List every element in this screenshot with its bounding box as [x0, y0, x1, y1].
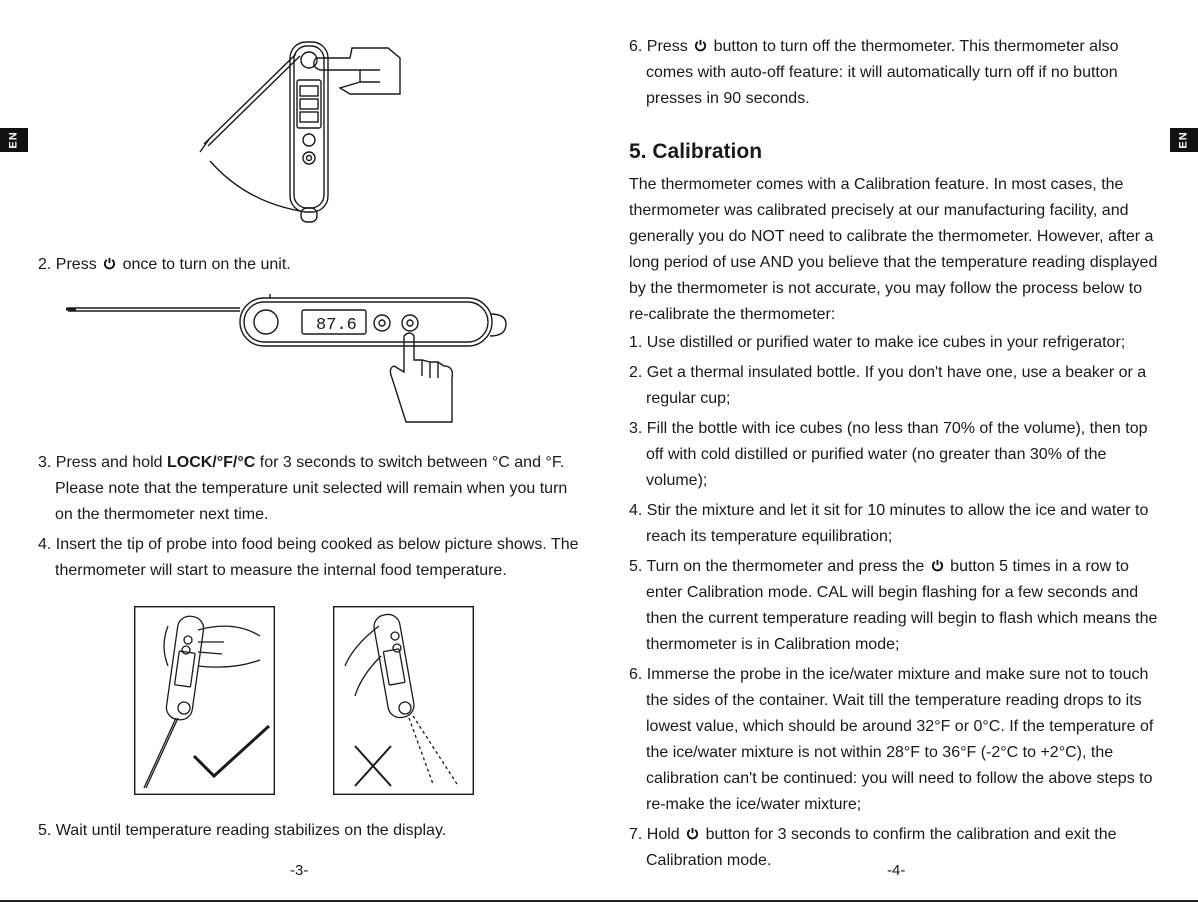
calibration-step-5-before: 5. Turn on the thermometer and press the: [629, 558, 929, 575]
page-number-right: -4-: [887, 862, 906, 879]
calibration-step-1: 1. Use distilled or purified water to make ice cubes in your refrigerator;: [629, 334, 1126, 351]
step-6-text-after: button to turn off the thermometer. This thermometer also comes with auto-off feature: it will automatically turn off if no button presses in 90 seconds.: [646, 38, 1119, 107]
calibration-steps: [629, 330, 1159, 874]
power-icon: [931, 559, 944, 572]
step-4: [38, 532, 584, 584]
language-tab-label: EN: [1178, 131, 1190, 149]
thermometer-display-reading: 87.6: [316, 316, 357, 335]
section-heading-calibration: 5. Calibration: [629, 140, 763, 163]
language-tab: [0, 128, 28, 152]
step-5-text: 5. Wait until temperature reading stabilizes on the display.: [38, 822, 447, 839]
language-tab-label: EN: [8, 131, 20, 149]
step-2: [38, 252, 578, 278]
power-icon: [103, 257, 116, 270]
calibration-intro: [629, 172, 1159, 328]
calibration-step-5: [629, 554, 1159, 658]
calibration-intro-text: The thermometer comes with a Calibration feature. In most cases, the thermometer was calibrated precisely at our manufacturing facility, and generally you do NOT need to calibrate the thermometer. However, after a long period of use AND you believe that the temperature reading displayed by the thermometer is not accurate, you may follow the process below to re-calibrate the thermometer:: [629, 176, 1158, 323]
right-page: [599, 0, 1198, 902]
calibration-step-6: 6. Immerse the probe in the ice/water mixture and make sure not to touch the sides of the container. Wait till the temperature reading drops to its lowest value, which should be around 32°F or 0°C. If the temperature of the ice/water mixture is not within 28°F to 36°F (-2°C to +2°C), the calibration can't be continued: you will need to follow the above steps to re-make the ice/water mixture;: [629, 666, 1154, 813]
lock-unit-button-label: LOCK/°F/°C: [166, 454, 256, 471]
calibration-step-2: 2. Get a thermal insulated bottle. If you don't have one, use a beaker or a regular cup;: [629, 364, 1147, 407]
figure-probe-unfold: [190, 36, 410, 232]
step-4-text: 4. Insert the tip of probe into food being cooked as below picture shows. The thermometer will start to measure the internal food temperature.: [38, 536, 579, 579]
calibration-step-7-before: 7. Hold: [629, 826, 685, 843]
step-3: [38, 450, 578, 528]
power-icon: [694, 39, 707, 52]
figure-incorrect-insertion: [333, 606, 474, 795]
step-5: [38, 818, 578, 844]
step-2-text-after: once to turn on the unit.: [118, 256, 291, 273]
power-icon: [686, 827, 699, 840]
step-3-prefix: 3. Press and hold: [38, 454, 167, 471]
language-tab: [1170, 128, 1198, 152]
figure-correct-insertion: [134, 606, 275, 795]
page-number-left: -3-: [290, 862, 309, 879]
calibration-step-5-after: button 5 times in a row to enter Calibration mode. CAL will begin flashing for a few seconds and then the current temperature reading will begin to flash which means the thermometer is in Calibration mode;: [646, 558, 1158, 653]
calibration-step-7-after: button for 3 seconds to confirm the calibration and exit the Calibration mode.: [646, 826, 1117, 869]
calibration-step-4: 4. Stir the mixture and let it sit for 10 minutes to allow the ice and water to reach its temperature equilibration;: [629, 502, 1149, 545]
figure-power-on: [60, 292, 520, 432]
calibration-step-3: 3. Fill the bottle with ice cubes (no less than 70% of the volume), then top off with cold distilled or purified water (no greater than 30% of the volume);: [629, 420, 1148, 489]
step-6-power-off: [629, 34, 1159, 112]
step-3-suffix: for 3 seconds to switch between °C and °F. Please note that the temperature unit selected will remain when you turn on the thermometer next time.: [55, 454, 568, 523]
step-2-text-before: 2. Press: [38, 256, 102, 273]
step-6-text-before: 6. Press: [629, 38, 693, 55]
